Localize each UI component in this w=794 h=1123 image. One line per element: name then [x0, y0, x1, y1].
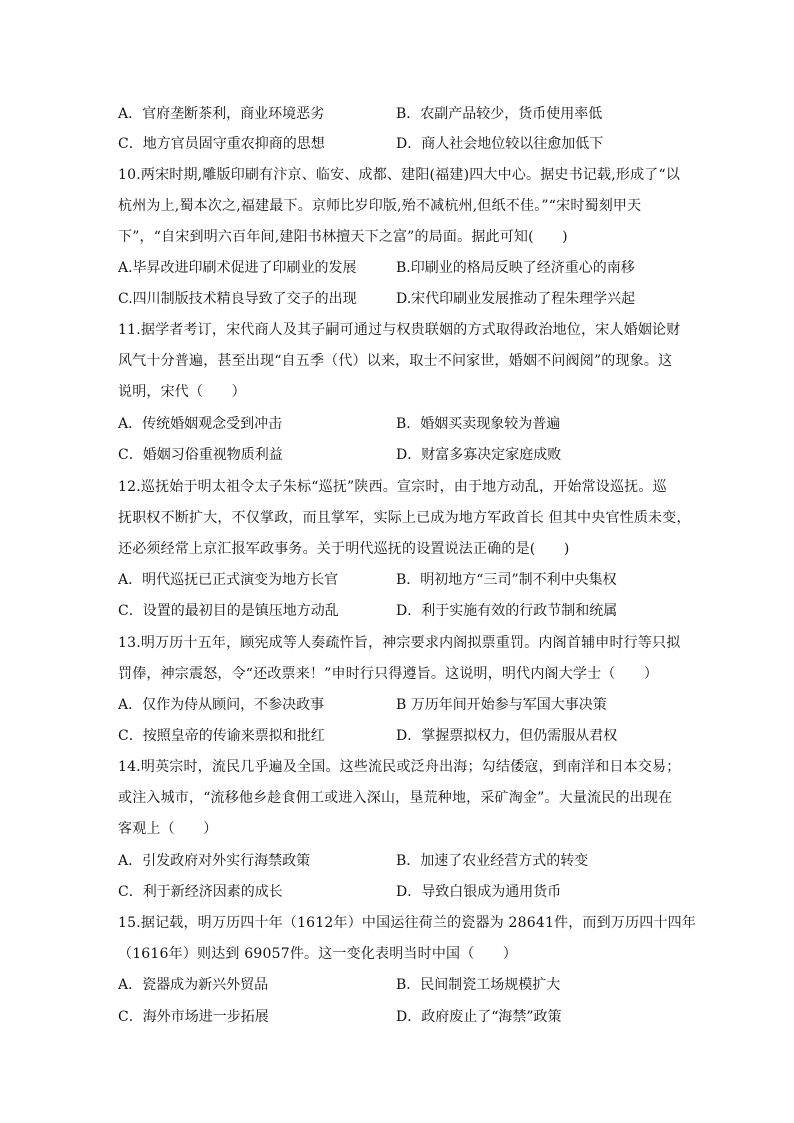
- q12-stem-line-1: 12.巡抚始于明太祖令太子朱标“巡抚”陕西。宣宗时，由于地方动乱，开始常设巡抚。巡: [118, 479, 667, 495]
- q12-option-c: C．设置的最初目的是镇压地方动乱: [118, 603, 339, 619]
- q13-stem-line-2: 罚俸，神宗震怒，令“还改票来！”申时行只得遵旨。这说明，明代内阁大学士（ ）: [118, 666, 659, 682]
- q11-stem-line-1: 11.据学者考订，宋代商人及其子嗣可通过与权贵联姻的方式取得政治地位，宋人婚姻论财: [118, 322, 681, 338]
- q12-option-a: A．明代巡抚已正式演变为地方长官: [118, 572, 339, 588]
- q13-option-a: A．仅作为侍从顾问，不参决政事: [118, 697, 325, 713]
- q12-option-b: B．明初地方“三司”制不利中央集权: [396, 572, 617, 588]
- q13-option-c: C．按照皇帝的传谕来票拟和批红: [118, 728, 325, 744]
- q11-option-c: C．婚姻习俗重视物质利益: [118, 447, 283, 463]
- q9-option-c: C．地方官员固守重农抑商的思想: [118, 136, 325, 152]
- q15-option-a: A．瓷器成为新兴外贸品: [118, 977, 269, 993]
- q11-option-a: A．传统婚姻观念受到冲击: [118, 416, 283, 432]
- q9-option-a: A．官府垄断茶利，商业环境恶劣: [118, 106, 325, 122]
- q11-option-d: D．财富多寡决定家庭成败: [396, 447, 562, 463]
- q13-option-d: D．掌握票拟权力，但仍需服从君权: [396, 728, 618, 744]
- q10-stem-line-1: 10.两宋时期,雕版印刷有汴京、临安、成都、建阳(福建)四大中心。据史书记载,形成了“以: [118, 167, 681, 183]
- q14-option-a: A．引发政府对外实行海禁政策: [118, 853, 311, 869]
- q13-stem-line-1: 13.明万历十五年，顾宪成等人奏疏忤旨，神宗要求内阁拟票重罚。内阁首辅申时行等只拟: [118, 635, 681, 651]
- q14-option-c: C．利于新经济因素的成长: [118, 884, 283, 900]
- q14-stem-line-3: 客观上（ ）: [118, 821, 218, 837]
- q13-option-b: B 万历年间开始参与军国大事决策: [396, 697, 607, 713]
- q11-stem-line-3: 说明，宋代（ ）: [118, 384, 246, 400]
- q10-option-d: D.宋代印刷业发展推动了程朱理学兴起: [396, 291, 636, 307]
- q9-option-d: D．商人社会地位较以往愈加低下: [396, 136, 604, 152]
- q10-option-c: C.四川制版技术精良导致了交子的出现: [118, 291, 357, 307]
- q14-option-d: D．导致白银成为通用货币: [396, 884, 562, 900]
- q12-stem-line-3: 还必须经常上京汇报军政事务。关于明代巡抚的设置说法正确的是( ): [118, 541, 570, 557]
- q10-stem-line-3: 下”，“自宋到明六百年间,建阳书林擅天下之富”的局面。据此可知( ): [118, 229, 568, 245]
- q14-stem-line-1: 14.明英宗时，流民几乎遍及全国。这些流民或泛舟出海；勾结倭寇，到南洋和日本交易；: [118, 759, 681, 775]
- q14-option-b: B．加速了农业经营方式的转变: [396, 853, 589, 869]
- q10-option-a: A.毕昇改进印刷术促进了印刷业的发展: [118, 260, 357, 276]
- q12-stem-line-2: 抚职权不断扩大，不仅掌政，而且掌军，实际上已成为地方军政首长 但其中央官性质未变，: [118, 510, 691, 526]
- q15-stem-line-1: 15.据记载，明万历四十年（1612年）中国运往荷兰的瓷器为 28641件，而到万历四十四年: [118, 915, 697, 931]
- q15-option-c: C．海外市场进一步拓展: [118, 1009, 269, 1025]
- q9-option-b: B．农副产品较少，货币使用率低: [396, 106, 603, 122]
- q15-stem-line-2: （1616年）则达到 69057件。这一变化表明当时中国（ ）: [118, 946, 518, 962]
- q14-stem-line-2: 或注入城市，“流移他乡趁食佣工或进入深山，垦荒种地，采矿淘金”。大量流民的出现在: [118, 790, 673, 806]
- q11-stem-line-2: 风气十分普遍，甚至出现“自五季（代）以来，取士不问家世，婚姻不问阀阅”的现象。这: [118, 353, 673, 369]
- q11-option-b: B．婚姻买卖现象较为普遍: [396, 416, 561, 432]
- q15-option-b: B．民间制瓷工场规模扩大: [396, 977, 561, 993]
- q15-option-d: D．政府废止了“海禁”政策: [396, 1009, 562, 1025]
- q10-stem-line-2: 杭州为上,蜀本次之,福建最下。京师比岁印版,殆不减杭州,但纸不佳。”“宋时蜀刻甲天: [118, 198, 642, 214]
- q10-option-b: B.印刷业的格局反映了经济重心的南移: [396, 260, 635, 276]
- q12-option-d: D．利于实施有效的行政节制和统属: [396, 603, 618, 619]
